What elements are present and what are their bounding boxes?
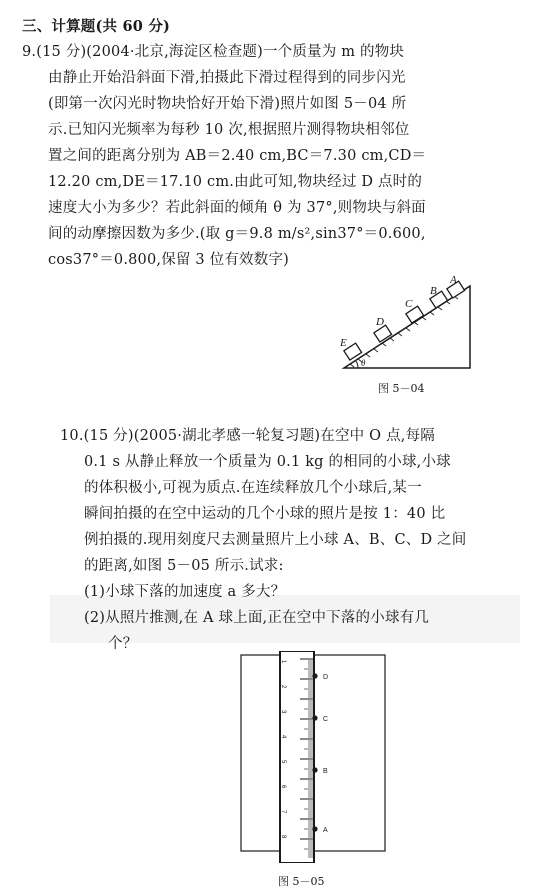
q10-line-5: 例拍摄的.现用刻度尺去测量照片上小球 A、B、C、D 之间 <box>84 532 467 548</box>
ball-a <box>312 826 317 831</box>
label-a: A <box>450 274 457 286</box>
q9-line-6: 12.20 cm,DE＝17.10 cm.由此可知,物块经过 D 点时的 <box>48 174 423 190</box>
label-ball-b: B <box>323 768 328 775</box>
label-c: C <box>405 298 413 310</box>
label-b: B <box>430 285 437 297</box>
q9-line-5: 置之间的距离分别为 AB＝2.40 cm,BC＝7.30 cm,CD＝ <box>48 148 427 164</box>
q9-line-4: 示.已知闪光频率为每秒 10 次,根据照片测得物块相邻位 <box>48 122 410 138</box>
figure-5-04-caption: 图 5－04 <box>378 382 425 395</box>
ruler-number-7: 7 <box>280 810 286 814</box>
q10-line-2: 0.1 s 从静止释放一个质量为 0.1 kg 的相同的小球,小球 <box>84 454 451 470</box>
label-theta: θ <box>361 358 366 368</box>
ruler-number-6: 6 <box>280 785 286 789</box>
ruler-number-2: 2 <box>280 685 286 689</box>
ruler-number-4: 4 <box>280 735 286 739</box>
ruler-number-5: 5 <box>280 760 286 764</box>
label-e: E <box>340 337 347 349</box>
q10-line-3: 的体积极小,可视为质点.在连续释放几个小球后,某一 <box>84 480 422 496</box>
figure-5-05 <box>240 651 390 863</box>
q10-line-6: 的距离,如图 5－05 所示.试求: <box>84 558 284 574</box>
label-ball-a: A <box>323 827 328 834</box>
q9-line-9: cos37°＝0.800,保留 3 位有效数字) <box>48 252 290 268</box>
q9-line-8: 间的动摩擦因数为多少.(取 g＝9.8 m/s²,sin37°＝0.600, <box>48 226 426 242</box>
figure-5-05-caption: 图 5－05 <box>278 875 325 888</box>
angle-arc <box>356 361 358 368</box>
section-title: 三、计算题(共 60 分) <box>22 18 171 35</box>
ball-c <box>312 715 317 720</box>
q9-line-3: (即第一次闪光时物块恰好开始下滑)照片如图 5－04 所 <box>48 96 407 112</box>
q10-line-7: (1)小球下落的加速度 a 多大？ <box>84 584 286 600</box>
q9-line-1: 9.(15 分)(2004·北京,海淀区检查题)一个质量为 m 的物块 <box>22 44 405 60</box>
label-ball-c: C <box>323 716 329 723</box>
q10-line-8: (2)从照片推测,在 A 球上面,正在空中下落的小球有几 <box>84 610 430 626</box>
label-ball-d: D <box>323 674 329 681</box>
ruler-number-3: 3 <box>280 710 286 714</box>
q9-line-2: 由静止开始沿斜面下滑,拍摄此下滑过程得到的同步闪光 <box>48 70 406 86</box>
q10-line-9: 个？ <box>108 636 138 652</box>
figure-5-04 <box>336 272 476 372</box>
ruler-number-8: 8 <box>280 835 286 839</box>
q10-line-1: 10.(15 分)(2005·湖北孝感一轮复习题)在空中 O 点,每隔 <box>60 428 435 444</box>
label-d: D <box>376 316 384 328</box>
q9-line-7: 速度大小为多少？若此斜面的倾角 θ 为 37°,则物块与斜面 <box>48 200 426 216</box>
ball-d <box>312 673 317 678</box>
ruler-number-1: 1 <box>280 660 286 664</box>
incline-hatching <box>350 296 458 367</box>
q10-line-4: 瞬间拍摄的在空中运动的几个小球的照片是按 1：40 比 <box>84 506 446 522</box>
ball-b <box>312 767 317 772</box>
